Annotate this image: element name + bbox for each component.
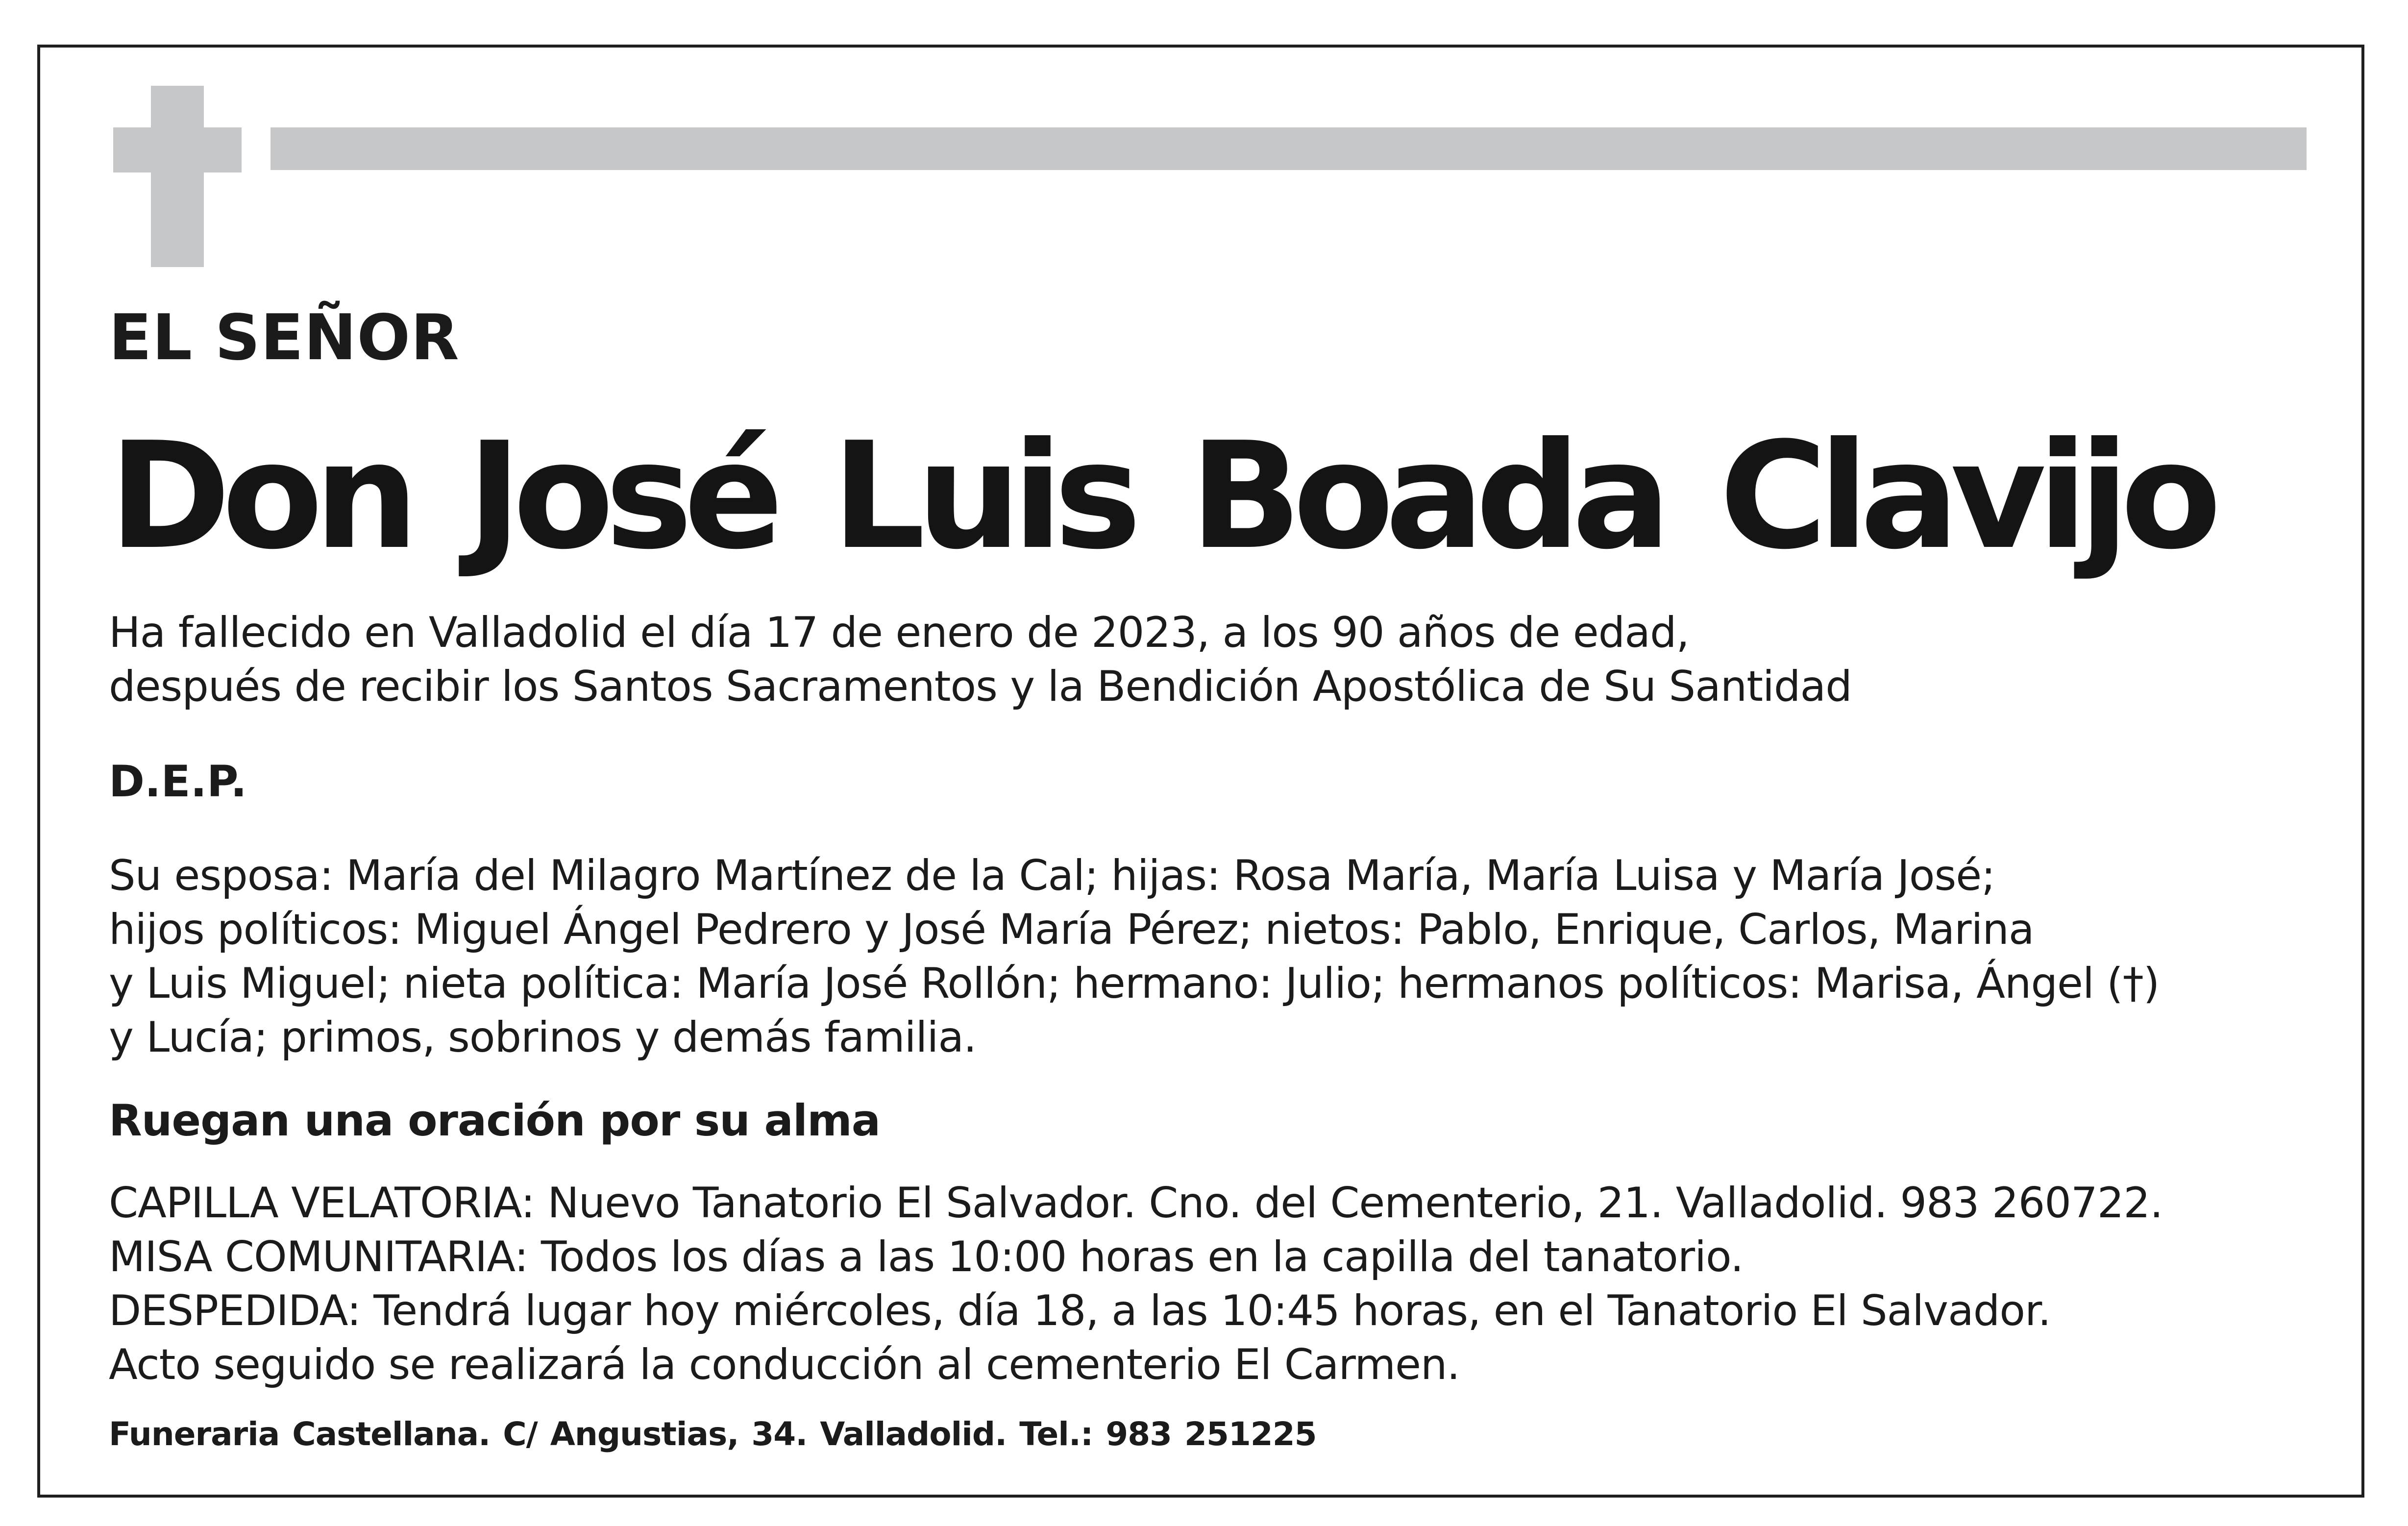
service-line: CAPILLA VELATORIA: Nuevo Tanatorio El Salvador. Cno. del Cementerio, 21. Valladolid. 983 260722.	[109, 1179, 2163, 1228]
family-line: Su esposa: María del Milagro Martínez de la Cal; hijas: Rosa María, María Luisa y María José;	[109, 851, 1995, 900]
family-line: y Luis Miguel; nieta política: María José Rollón; hermano: Julio; hermanos políticos: Marisa, Ángel (†)	[109, 959, 2160, 1008]
deceased-name: Don José Luis Boada Clavijo	[109, 411, 2213, 582]
header-rule	[270, 127, 2307, 170]
prayer-request: Ruegan una oración por su alma	[109, 1095, 881, 1146]
announcement-line: después de recibir los Santos Sacramentos y la Bendición Apostólica de Su Santidad	[109, 662, 1852, 711]
announcement-line: Ha fallecido en Valladolid el día 17 de enero de 2023, a los 90 años de edad,	[109, 608, 1689, 657]
cross-vertical-bar	[151, 86, 204, 267]
family-line: y Lucía; primos, sobrinos y demás familia.	[109, 1013, 977, 1062]
service-line: MISA COMUNITARIA: Todos los días a las 10:00 horas en la capilla del tanatorio.	[109, 1232, 1744, 1281]
family-members	[109, 849, 2159, 1064]
funeral-home-footer: Funeraria Castellana. C/ Angustias, 34. Valladolid. Tel.: 983 251225	[109, 1415, 1317, 1453]
service-line: Acto seguido se realizará la conducción al cementerio El Carmen.	[109, 1340, 1460, 1389]
rest-in-peace: D.E.P.	[109, 756, 247, 807]
service-line: DESPEDIDA: Tendrá lugar hoy miércoles, día 18, a las 10:45 horas, en el Tanatorio El Salvador.	[109, 1286, 2051, 1335]
service-details	[109, 1176, 2163, 1392]
honorific: EL SEÑOR	[109, 301, 460, 374]
cross-horizontal-bar	[113, 127, 242, 172]
death-announcement	[109, 606, 1852, 714]
family-line: hijos políticos: Miguel Ángel Pedrero y José María Pérez; nietos: Pablo, Enrique, Carlos, Marina	[109, 905, 2034, 954]
